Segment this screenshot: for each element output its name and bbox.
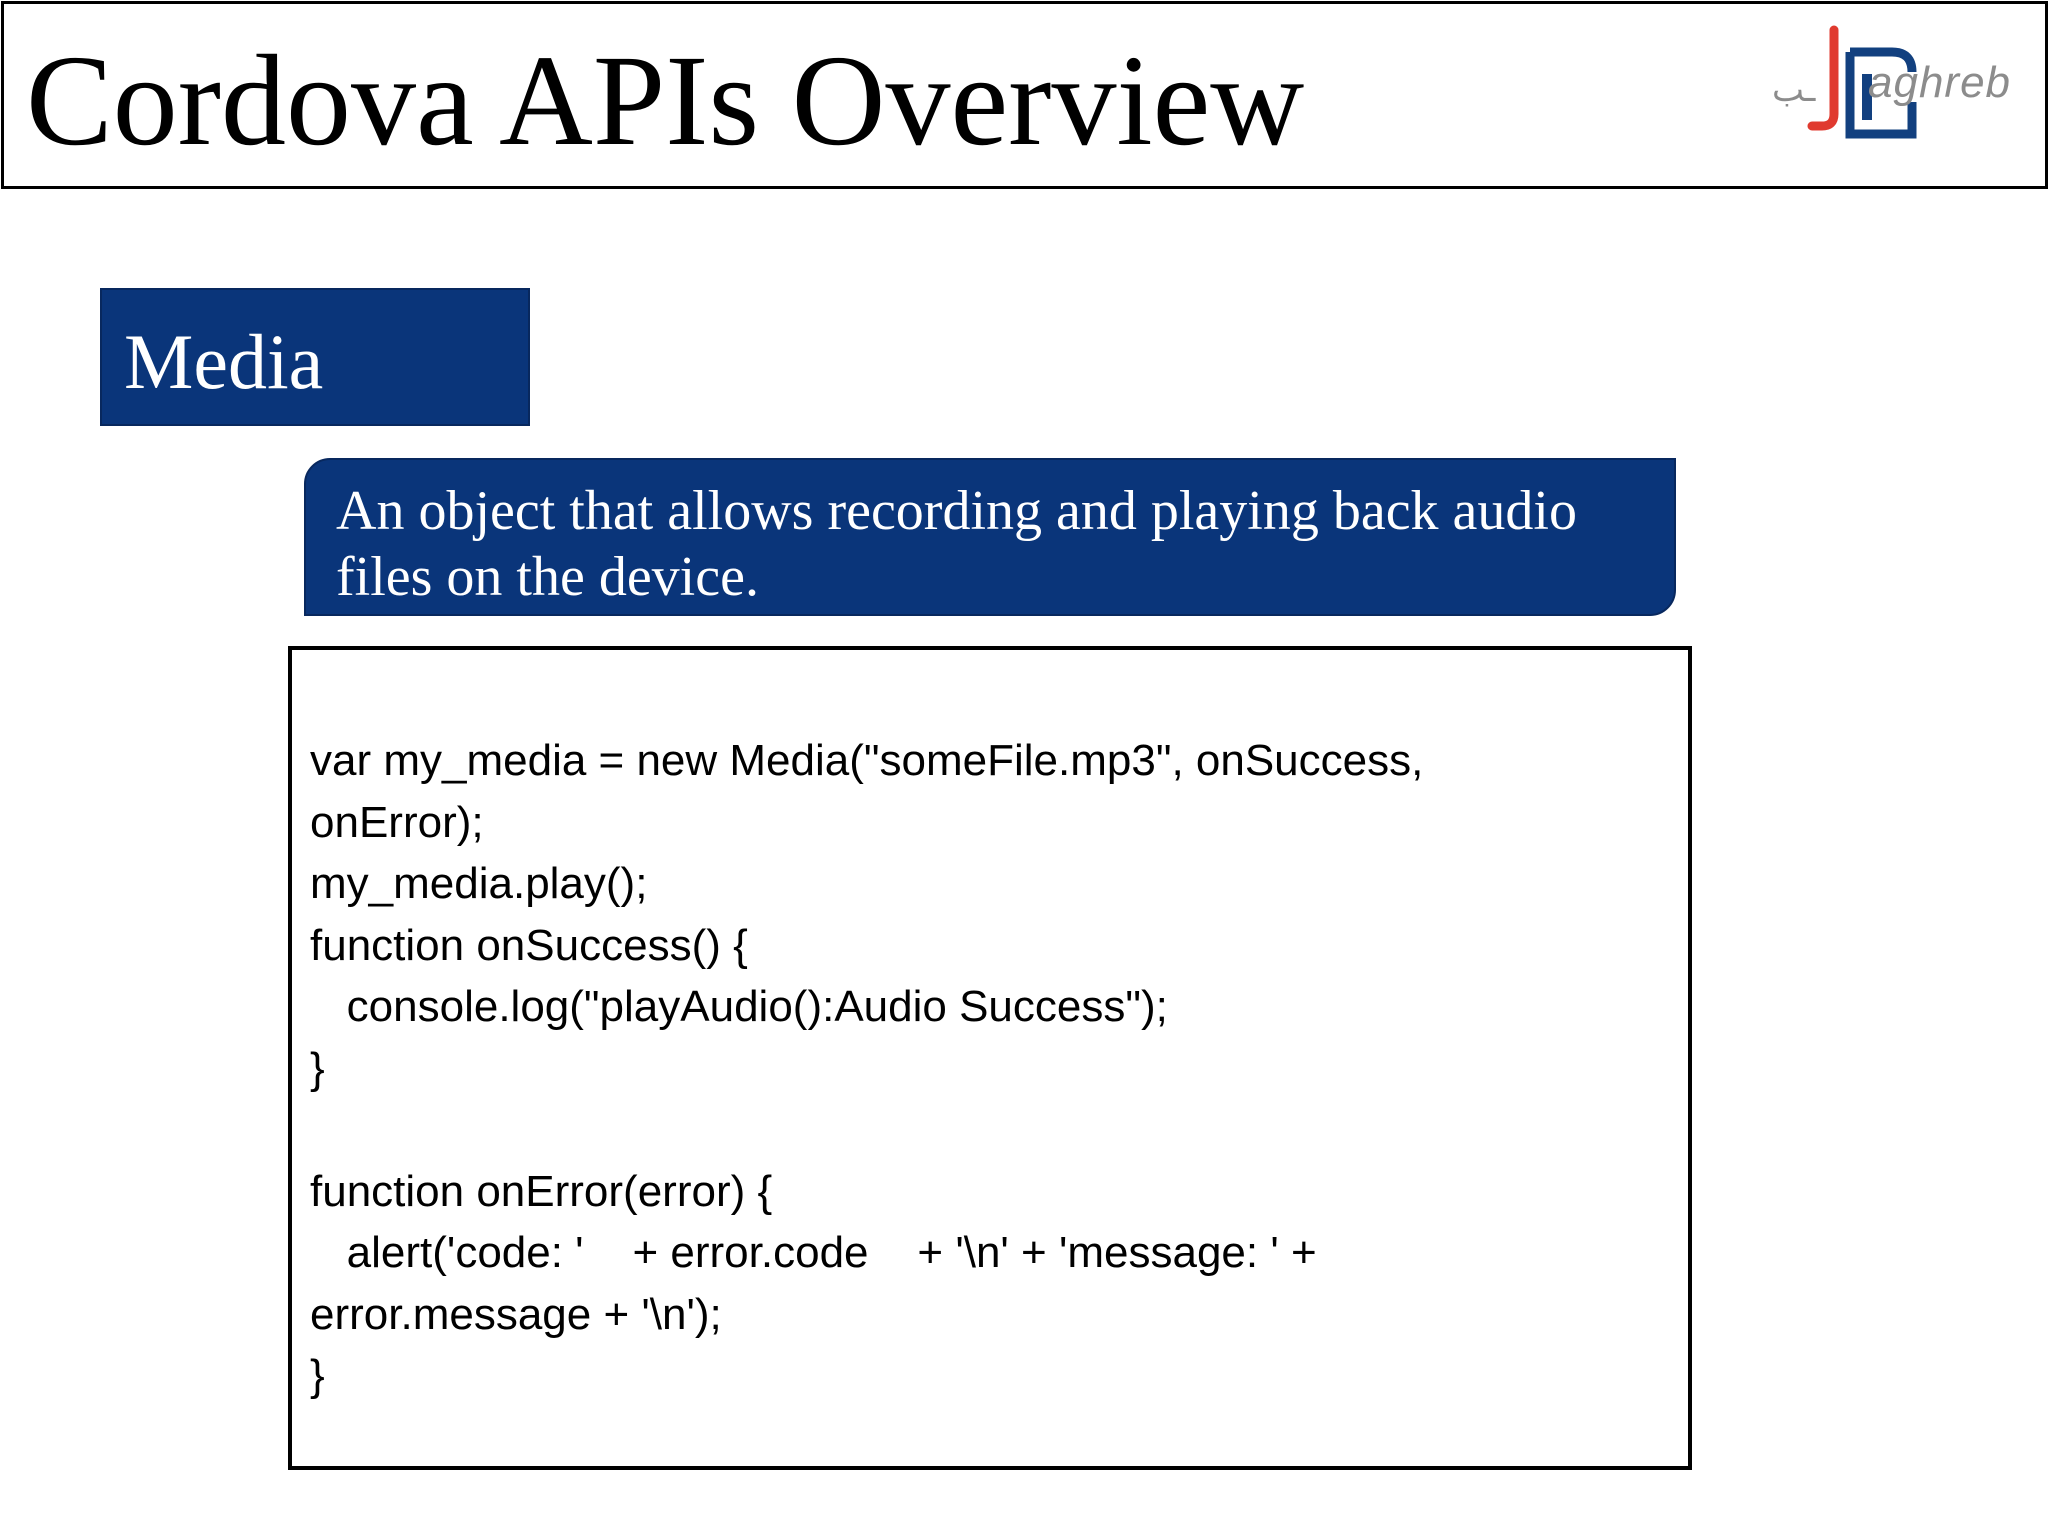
code-line: } [310,1043,325,1093]
code-line: console.log("playAudio():Audio Success"); [310,982,1168,1031]
description-text: An object that allows recording and playing back audio files on the device. [336,480,1577,608]
logo [1772,22,2012,142]
slide-title: Cordova APIs Overview [26,29,1305,173]
logo-text: aghreb [1868,58,2012,107]
code-box [288,646,1692,1470]
code-line: alert('code: ' + error.code + '\n' + 'message: ' + [310,1228,1317,1277]
title-bar [1,1,2048,189]
code-line: my_media.play(); [310,859,648,908]
section-label: Media [124,318,324,405]
code-block [310,730,1423,1407]
code-line: var my_media = new Media("someFile.mp3", onSuccess, [310,736,1424,785]
section-box [100,288,530,426]
code-line: error.message + '\n'); [310,1289,722,1339]
description-box [304,458,1676,616]
logo-arabic-text: ـب [1772,70,1816,110]
code-line: onError); [310,797,484,847]
code-line: function onSuccess() { [310,920,748,970]
code-line: } [310,1351,325,1400]
code-line: function onError(error) { [310,1166,773,1216]
